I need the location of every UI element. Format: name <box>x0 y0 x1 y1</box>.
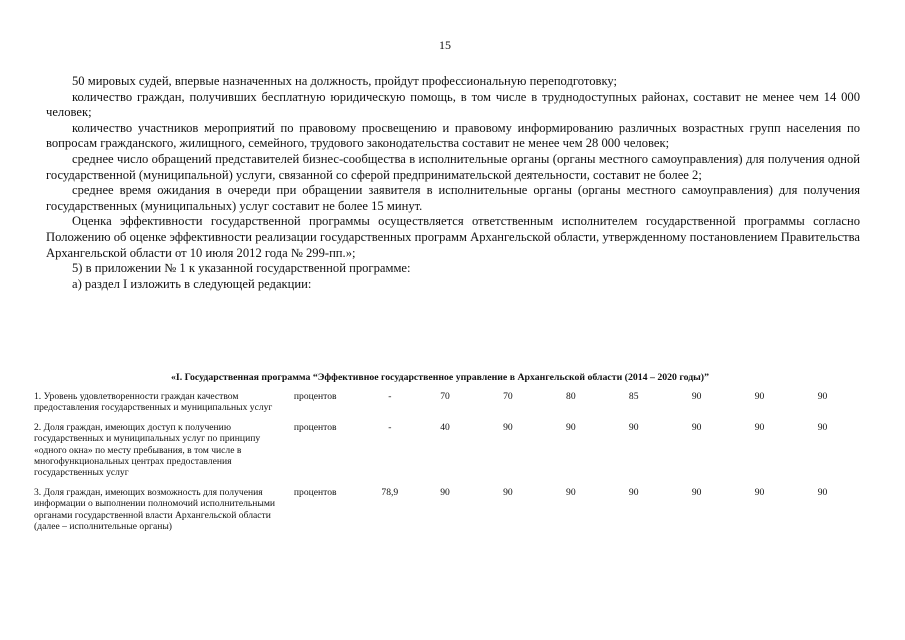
paragraph: а) раздел I изложить в следующей редакции: <box>72 276 312 291</box>
table-row <box>34 422 854 487</box>
indicator-value: 90 <box>754 421 765 433</box>
indicator-value: 90 <box>503 421 513 433</box>
paragraph: среднее число обращений представителей бизнес-сообщества в исполнительные органы (органы местного самоуправления) для получения одной государственной (муниципальной) услуги, связанной со сферой предпринимательской деятельности, составит не более 2; <box>46 151 860 182</box>
indicator-value: 80 <box>566 391 576 402</box>
document-body <box>46 74 860 292</box>
indicator-base: - <box>388 391 392 402</box>
indicator-value: 90 <box>817 421 828 433</box>
paragraph: 50 мировых судей, впервые назначенных на должность, пройдут профессиональную переподготовку; <box>72 74 618 88</box>
indicator-unit: процентов <box>293 391 337 402</box>
indicator-value: 90 <box>566 486 576 498</box>
indicators-table <box>34 391 854 540</box>
paragraph: Оценка эффективности государственной программы осуществляется ответственным исполнителем государственной программы согласно Положению об оценке эффективности реализации государственных программ Архангельской области, утвержденному постановлением Правительства Архангельской области от 10 июля 2012 года № 299-пп.»; <box>46 214 860 260</box>
section-title: «I. Государственная программа “Эффективное государственное управление в Архангельской области (2014 – 2020 годы)” <box>171 372 709 383</box>
indicator-name: 1. Уровень удовлетворенности граждан качеством предоставления государственных и муниципальных услуг <box>34 391 273 414</box>
indicator-name: 3. Доля граждан, имеющих возможность для получения информации о выполнении полномочий исполнительными органами государственной власти Архангельской области (далее – исполнительные органы) <box>34 486 276 533</box>
indicator-value: 90 <box>754 391 765 402</box>
indicator-value: 85 <box>628 391 639 402</box>
indicator-unit: процентов <box>293 486 337 498</box>
indicator-value: 90 <box>566 421 576 433</box>
paragraph: 5) в приложении № 1 к указанной государственной программе: <box>72 261 411 276</box>
indicator-value: 90 <box>691 391 702 402</box>
paragraph: количество граждан, получивших бесплатную юридическую помощь, в том числе в труднодоступных районах, составит не менее чем 14 000 человек; <box>46 89 860 120</box>
paragraph: среднее время ожидания в очереди при обращении заявителя в исполнительные органы (органы местного самоуправления) для получения государственных (муниципальных) услуг составит не более 15 минут. <box>46 183 860 213</box>
indicator-value: 70 <box>440 391 450 402</box>
paragraph: количество участников мероприятий по правовому просвещению и правовому информированию различных возрастных групп населения по вопросам гражданского, жилищного, семейного, трудового законодательства составит не менее чем 28 000 человек; <box>46 120 860 151</box>
indicator-base: 78,9 <box>381 486 399 498</box>
indicator-value: 40 <box>440 421 450 433</box>
indicator-value: 90 <box>817 486 828 498</box>
indicator-value: 90 <box>691 421 702 433</box>
indicator-value: 90 <box>503 486 513 498</box>
indicator-value: 90 <box>817 391 828 402</box>
page-number: 15 <box>439 38 451 52</box>
indicator-value: 90 <box>691 486 702 498</box>
indicator-value: 90 <box>628 421 639 433</box>
indicator-value: 90 <box>628 486 639 498</box>
indicator-value: 70 <box>503 391 513 402</box>
indicator-unit: процентов <box>293 421 337 433</box>
indicator-base: - <box>388 421 392 433</box>
indicator-name: 2. Доля граждан, имеющих доступ к получению государственных и муниципальных услуг по принципу «одного окна» по месту пребывания, в том числе в многофункциональных центрах предоставления государственных услуг <box>34 421 261 479</box>
indicator-value: 90 <box>440 486 450 498</box>
table-row <box>34 391 854 422</box>
table-row <box>34 487 854 541</box>
indicator-value: 90 <box>754 486 765 498</box>
